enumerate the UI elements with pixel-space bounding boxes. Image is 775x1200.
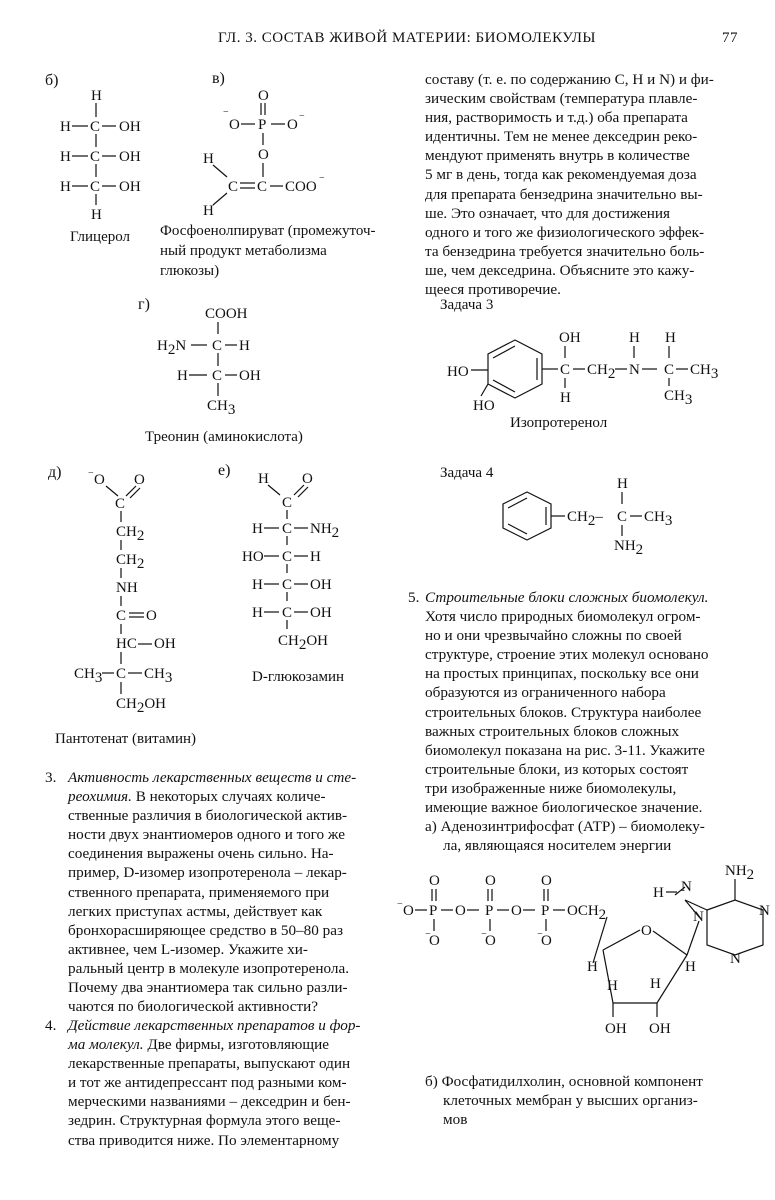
figure-caption-pep-2: ный продукт метаболизма: [160, 243, 327, 259]
item-b-bottom-text: б) Фосфатидилхолин, основной компонент клеточных мембран у высших организ- мов: [425, 1073, 703, 1129]
svg-text:CH3: CH3: [74, 666, 103, 686]
svg-text:H: H: [258, 471, 269, 487]
svg-text:O: O: [541, 873, 552, 889]
item3-number: 3.: [45, 769, 57, 786]
svg-text:−: −: [481, 929, 487, 940]
figure-caption-glycerol: Глицерол: [70, 229, 131, 245]
svg-text:CH3: CH3: [664, 388, 693, 408]
svg-text:C: C: [560, 362, 571, 378]
atp-structure: [395, 855, 775, 1055]
svg-text:C: C: [282, 577, 293, 593]
svg-text:CH2OH: CH2OH: [278, 633, 329, 653]
running-title: ГЛ. 3. СОСТАВ ЖИВОЙ МАТЕРИИ: БИОМОЛЕКУЛЫ: [218, 30, 596, 46]
svg-text:N: N: [629, 362, 640, 378]
svg-text:OH: OH: [605, 1021, 627, 1037]
svg-text:H: H: [203, 203, 214, 219]
svg-text:H: H: [203, 151, 214, 167]
threonine-structure: [155, 302, 275, 417]
svg-text:O: O: [94, 472, 105, 488]
figure-label-e: е): [218, 462, 231, 479]
svg-text:OH: OH: [154, 636, 176, 652]
svg-text:−: −: [425, 929, 431, 940]
svg-text:O: O: [641, 923, 652, 939]
svg-text:P: P: [485, 903, 494, 919]
svg-text:H: H: [650, 976, 661, 992]
figure-label-d: д): [48, 464, 62, 481]
figure-caption-glucosamine: D-глюкозамин: [252, 669, 345, 685]
svg-text:−: −: [537, 929, 543, 940]
svg-text:CH3: CH3: [207, 398, 236, 418]
svg-text:C: C: [90, 179, 101, 195]
svg-text:−: −: [319, 173, 325, 184]
svg-text:OH: OH: [119, 149, 141, 165]
svg-text:O: O: [429, 873, 440, 889]
svg-text:C: C: [116, 666, 127, 682]
svg-text:H: H: [685, 959, 696, 975]
svg-text:HC: HC: [116, 636, 137, 652]
svg-text:CH3: CH3: [690, 362, 719, 382]
figure-caption-isoproterenol: Изопротеренол: [510, 415, 608, 431]
svg-text:H: H: [629, 330, 640, 346]
svg-text:COO: COO: [285, 179, 317, 195]
svg-text:O: O: [485, 873, 496, 889]
svg-text:CH3: CH3: [644, 509, 673, 529]
svg-text:OH: OH: [649, 1021, 671, 1037]
svg-text:CH3: CH3: [144, 666, 173, 686]
svg-text:CH2OH: CH2OH: [116, 696, 167, 716]
svg-text:O: O: [429, 933, 440, 949]
svg-text:P: P: [541, 903, 550, 919]
svg-text:OH: OH: [119, 179, 141, 195]
figure-caption-pep-3: глюкозы): [160, 263, 220, 279]
svg-text:OH: OH: [310, 577, 332, 593]
svg-text:H: H: [252, 577, 263, 593]
svg-text:H: H: [60, 179, 71, 195]
svg-text:O: O: [302, 471, 313, 487]
pantothenate-structure: [70, 464, 200, 724]
svg-text:C: C: [116, 608, 127, 624]
svg-text:C: C: [282, 605, 293, 621]
svg-text:C: C: [212, 368, 223, 384]
svg-text:H: H: [91, 207, 102, 223]
figure-caption-pantothenate: Пантотенат (витамин): [55, 731, 197, 747]
glycerol-structure: [58, 85, 158, 225]
svg-text:O: O: [485, 933, 496, 949]
amphetamine-structure: [495, 472, 715, 562]
svg-text:O: O: [146, 608, 157, 624]
svg-text:C: C: [257, 179, 268, 195]
svg-text:OCH2: OCH2: [567, 903, 607, 923]
task3-label: Задача 3: [440, 297, 494, 313]
svg-text:OH: OH: [119, 119, 141, 135]
svg-text:H: H: [60, 119, 71, 135]
figure-label-g: г): [138, 296, 150, 313]
isoproterenol-structure: [445, 318, 745, 418]
svg-text:H: H: [252, 605, 263, 621]
svg-text:H: H: [239, 338, 250, 354]
svg-text:OH: OH: [559, 330, 581, 346]
svg-text:O: O: [258, 88, 269, 104]
page-number: 77: [722, 30, 738, 46]
figure-caption-pep-1: Фосфоенолпируват (промежуточ-: [160, 223, 376, 239]
svg-text:COOH: COOH: [205, 306, 248, 322]
svg-text:C: C: [282, 521, 293, 537]
svg-text:C: C: [228, 179, 239, 195]
svg-text:O: O: [287, 117, 298, 133]
svg-text:C: C: [282, 549, 293, 565]
svg-text:C: C: [664, 362, 675, 378]
svg-text:H: H: [560, 390, 571, 406]
svg-text:N: N: [693, 909, 704, 925]
svg-text:O: O: [511, 903, 522, 919]
svg-text:CH2–: CH2–: [567, 509, 603, 529]
svg-text:NH2: NH2: [614, 538, 644, 558]
svg-text:H: H: [617, 476, 628, 492]
svg-text:HO: HO: [447, 364, 469, 380]
svg-text:H: H: [310, 549, 321, 565]
svg-text:NH2: NH2: [310, 521, 340, 541]
svg-text:H: H: [607, 978, 618, 994]
svg-text:OH: OH: [310, 605, 332, 621]
svg-text:−: −: [299, 111, 305, 122]
svg-text:−: −: [223, 107, 229, 118]
svg-text:C: C: [90, 119, 101, 135]
svg-text:O: O: [258, 147, 269, 163]
phosphoenolpyruvate-structure: [195, 85, 345, 220]
svg-text:H: H: [60, 149, 71, 165]
svg-text:NH2: NH2: [725, 863, 755, 883]
svg-text:H: H: [91, 88, 102, 104]
svg-text:N: N: [681, 879, 692, 895]
svg-text:H: H: [665, 330, 676, 346]
svg-text:−: −: [88, 468, 94, 479]
svg-text:OH: OH: [239, 368, 261, 384]
svg-text:CH2: CH2: [116, 552, 145, 572]
svg-text:N: N: [759, 903, 770, 919]
svg-text:O: O: [541, 933, 552, 949]
svg-text:C: C: [90, 149, 101, 165]
svg-text:O: O: [229, 117, 240, 133]
item4-number: 4.: [45, 1017, 57, 1034]
svg-text:H: H: [587, 959, 598, 975]
svg-text:HO: HO: [242, 549, 264, 565]
item5-number: 5.: [408, 589, 420, 606]
svg-text:HO: HO: [473, 398, 495, 414]
glucosamine-structure: [240, 465, 360, 665]
svg-text:CH2: CH2: [116, 524, 145, 544]
item3-text: Активность лекарственных веществ и сте- реохимия. В некоторых случаях количе- ственные различия в биологической актив- ности двух энантиомеров одного и того же соединения выражены очень сильно. На- пример, D-изомер изопротеренола – лекар- ственного препарата, применяемого при легких приступах астмы, действует как бронхорасширяющее средство в 50–80 раз активнее, чем L-изомер. Укажите хи- ральный центр в молекуле изопротеренола. Почему два энантиомера так сильно разли- чаются по биологической активности?: [68, 769, 357, 1016]
svg-text:C: C: [115, 496, 126, 512]
svg-text:H: H: [252, 521, 263, 537]
svg-text:P: P: [429, 903, 438, 919]
svg-text:H: H: [177, 368, 188, 384]
svg-text:O: O: [134, 472, 145, 488]
svg-text:O: O: [403, 903, 414, 919]
svg-text:C: C: [282, 495, 293, 511]
svg-text:−: −: [397, 899, 403, 910]
svg-text:H2N: H2N: [157, 338, 187, 358]
svg-text:H: H: [653, 885, 664, 901]
svg-text:O: O: [455, 903, 466, 919]
svg-text:CH2: CH2: [587, 362, 616, 382]
figure-label-b: б): [45, 72, 59, 89]
svg-text:P: P: [258, 117, 267, 133]
svg-text:N: N: [730, 951, 741, 967]
svg-text:C: C: [617, 509, 628, 525]
task4-label: Задача 4: [440, 465, 494, 481]
figure-label-v: в): [212, 70, 225, 87]
item5-text: Строительные блоки сложных биомолекул. Хотя число природных биомолекул огром- но и они чрезвычайно сложны по своей структуре, строение этих молекул основано на простых принципах, поскольку все они образуются из ограниченного набора строительных блоков. Структура наиболее важных строительных блоков сложных биомолекул показана на рис. 3-11. Укажите строительные блоки, из которых состоят три изображенные ниже биомолекулы, имеющие важное биологическое значение. а) Аденозинтрифосфат (АТР) – биомолеку- ла, являющаяся носителем энергии: [425, 589, 709, 855]
figure-caption-threonine: Треонин (аминокислота): [145, 429, 303, 445]
right-column-top-text: составу (т. е. по содержанию С, Н и N) и фи- зическим свойствам (температура плавле- ния, растворимость и т.д.) оба препарата идентичны. Тем не менее декседрин реко- мендуют применять внутрь в количестве 5 мг в день, тогда как рекомендуемая доза для препарата бензедрина значительно вы- ше. Это означает, что для достижения одного и того же физиологического эффек- та бензедрина требуется значительно боль- ше, чем декседрина. Объясните это кажу- щееся противоречие.: [425, 71, 714, 299]
svg-text:NH: NH: [116, 580, 138, 596]
item4-text: Действие лекарственных препаратов и фор- ма молекул. Две фирмы, изготовляющие лекарственные препараты, выпускают один и тот же антидепрессант под разными ком- мерческими названиями – декседрин и бен- зедрин. Структурная формула этого веще- ства приводится ниже. По элементарному: [68, 1017, 361, 1149]
svg-text:C: C: [212, 338, 223, 354]
